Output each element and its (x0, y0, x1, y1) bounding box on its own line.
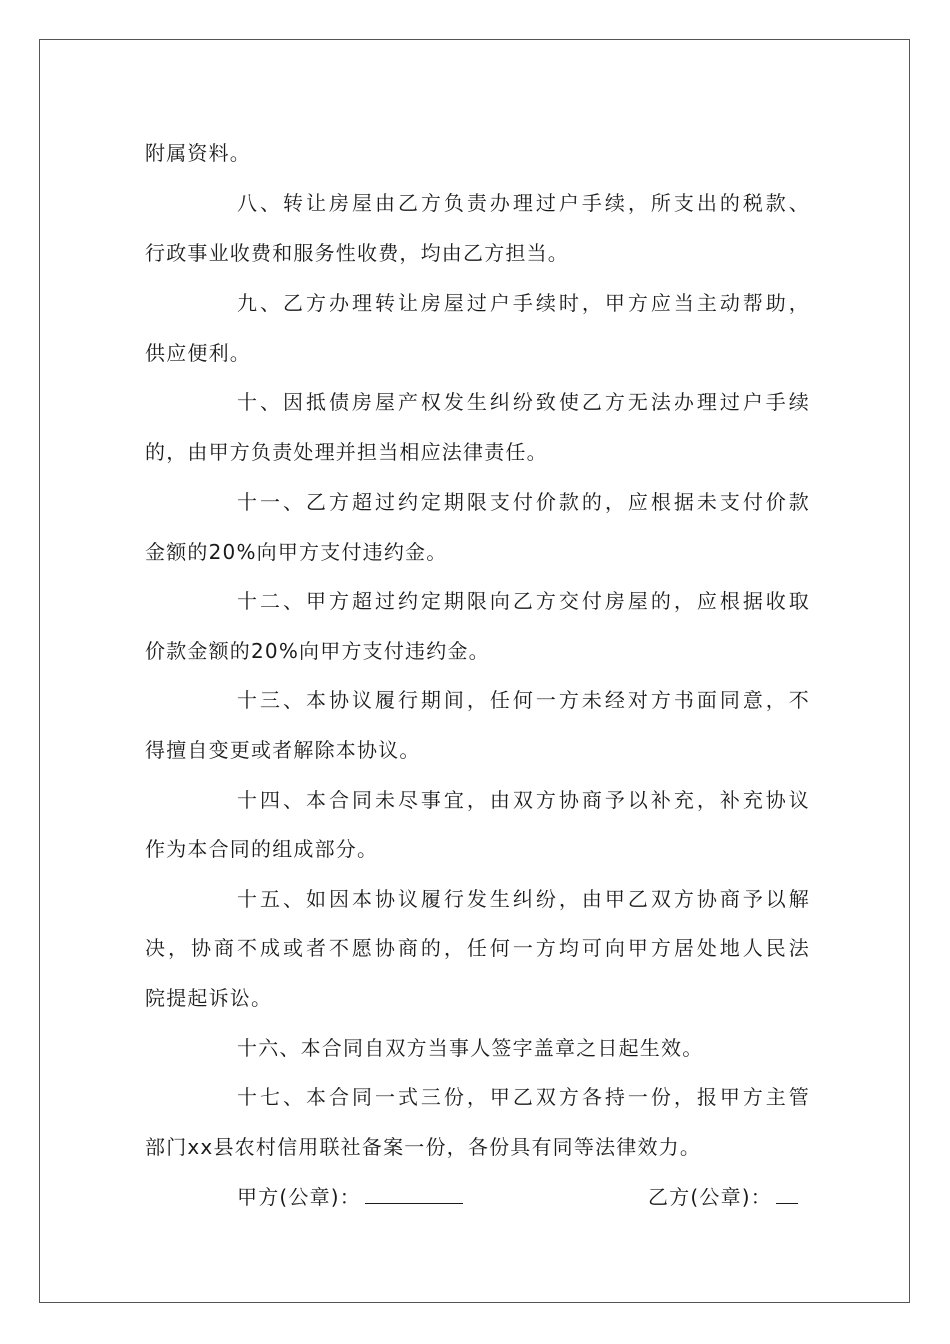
signature-party-b (648, 1183, 810, 1211)
text-line: 部门xx县农村信用联社备案一份，各份具有同等法律效力。 (145, 1135, 702, 1159)
signature-party-a (237, 1183, 537, 1211)
party-a-signature-blank (365, 1183, 463, 1204)
text-line: 十、因抵债房屋产权发生纠纷致使乙方无法办理过户手续 (237, 390, 810, 414)
text-line: 作为本合同的组成部分。 (145, 837, 379, 861)
text-line: 十一、乙方超过约定期限支付价款的，应根据未支付价款 (237, 490, 810, 514)
text-line: 十三、本协议履行期间，任何一方未经对方书面同意，不 (237, 688, 810, 712)
text-line: 得擅自变更或者解除本协议。 (145, 738, 421, 762)
party-b-signature-blank (776, 1183, 798, 1204)
text-line: 院提起诉讼。 (145, 986, 273, 1010)
text-line: 十六、本合同自双方当事人签字盖章之日起生效。 (237, 1036, 704, 1060)
text-line: 九、乙方办理转让房屋过户手续时，甲方应当主动帮助， (237, 291, 810, 315)
text-line: 附属资料。 (145, 141, 251, 165)
text-line: 十四、本合同未尽事宜，由双方协商予以补充，补充协议 (237, 788, 810, 812)
text-line: 行政事业收费和服务性收费，均由乙方担当。 (145, 241, 569, 265)
text-line: 八、转让房屋由乙方负责办理过户手续，所支出的税款、 (237, 191, 810, 215)
page-border (39, 39, 910, 1303)
text-line: 金额的20%向甲方支付违约金。 (145, 540, 448, 564)
party-b-label: 乙方(公章)： (648, 1185, 773, 1209)
text-line: 的，由甲方负责处理并担当相应法律责任。 (145, 440, 548, 464)
party-a-label: 甲方(公章)： (237, 1185, 362, 1209)
text-line: 十二、甲方超过约定期限向乙方交付房屋的，应根据收取 (237, 589, 810, 613)
text-line: 十七、本合同一式三份，甲乙双方各持一份，报甲方主管 (237, 1085, 810, 1109)
text-line: 决，协商不成或者不愿协商的，任何一方均可向甲方居处地人民法 (145, 936, 810, 960)
text-line: 十五、如因本协议履行发生纠纷，由甲乙双方协商予以解 (237, 887, 810, 911)
text-line: 价款金额的20%向甲方支付违约金。 (145, 639, 490, 663)
text-line: 供应便利。 (145, 341, 251, 365)
